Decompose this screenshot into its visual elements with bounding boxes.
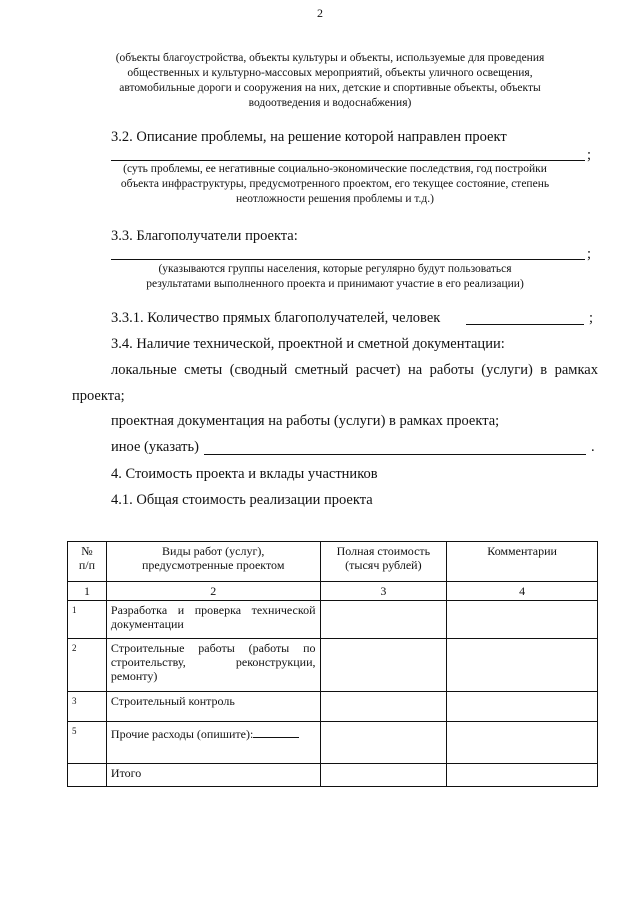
work-type-cell — [106, 764, 320, 787]
work-type-cell — [106, 639, 320, 692]
line-end: ; — [589, 310, 594, 326]
problem-note — [70, 162, 600, 207]
header-text: № — [81, 544, 93, 558]
header-text: предусмотренные проектом — [141, 558, 285, 572]
cost-cell[interactable] — [320, 764, 447, 787]
note-line: (суть проблемы, ее негативные социально-экономические последствия, год постройки — [123, 163, 547, 175]
work-type-cell — [106, 722, 320, 764]
other-expenses-field[interactable] — [253, 724, 299, 738]
beneficiaries-note — [70, 262, 600, 292]
page-number: 2 — [317, 6, 323, 20]
direct-beneficiaries-label: 3.3.1. Количество прямых благополучателей, человек — [111, 310, 441, 326]
doc-item-project-docs: проектная документация на работы (услуги) в рамках проекта; — [111, 413, 500, 429]
total-label: Итого — [110, 766, 142, 780]
work-type-text: строительству, реконструкции, — [110, 655, 316, 669]
work-type-text: документации — [110, 617, 184, 631]
project-cost-table — [67, 541, 598, 787]
section-4-1-title: 4.1. Общая стоимость реализации проекта — [111, 492, 373, 508]
cost-cell[interactable] — [320, 722, 447, 764]
section-4-title: 4. Стоимость проекта и вклады участников — [111, 466, 378, 482]
header-text: (тысяч рублей) — [345, 558, 422, 572]
header-text: Полная стоимость — [336, 544, 431, 558]
objects-note — [60, 51, 600, 111]
note-line: результатами выполненного проекта и принимают участие в его реализации) — [146, 278, 524, 290]
row-number: 3 — [68, 692, 107, 722]
col-number: 2 — [106, 582, 320, 601]
other-docs-label: иное (указать) — [111, 439, 199, 455]
cost-cell[interactable] — [320, 639, 447, 692]
note-line: неотложности решения проблемы и т.д.) — [236, 193, 434, 205]
col-number: 1 — [68, 582, 107, 601]
row-number — [68, 764, 107, 787]
note-line: объекта инфраструктуры, предусмотренного проектом, его текущее состояние, степень — [120, 178, 550, 190]
note-line: (объекты благоустройства, объекты культуры и объекты, используемые для проведения — [115, 52, 545, 64]
work-type-text: Строительный контроль — [110, 694, 235, 708]
header-comments — [447, 542, 598, 582]
line-end: . — [591, 439, 595, 455]
note-line: автомобильные дороги и сооружения на них, детские и спортивные объекты, объекты — [119, 82, 541, 94]
comment-cell[interactable] — [447, 639, 598, 692]
header-cost — [320, 542, 447, 582]
header-text: п/п — [78, 558, 96, 572]
work-type-text: Прочие расходы (опишите): — [110, 727, 254, 741]
section-3-2-title: 3.2. Описание проблемы, на решение которой направлен проект — [111, 129, 507, 145]
section-3-4-title: 3.4. Наличие технической, проектной и сметной документации: — [111, 336, 505, 352]
line-end: ; — [587, 246, 592, 262]
header-number — [68, 542, 107, 582]
note-line: общественных и культурно-массовых мероприятий, объекты уличного освещения, — [127, 67, 533, 79]
doc-item-estimates: локальные сметы (сводный сметный расчет) на работы (услуги) в рамках — [111, 362, 598, 378]
row-number: 1 — [68, 601, 107, 639]
cost-cell[interactable] — [320, 692, 447, 722]
column-number-row — [68, 582, 598, 601]
work-type-text: ремонту) — [110, 669, 158, 683]
total-row — [68, 764, 598, 787]
direct-beneficiaries-count-field[interactable] — [466, 311, 584, 325]
row-number: 5 — [68, 722, 107, 764]
line-end: ; — [587, 147, 592, 163]
table-row — [68, 601, 598, 639]
row-number: 2 — [68, 639, 107, 692]
work-type-cell — [106, 692, 320, 722]
problem-description-field[interactable] — [111, 147, 585, 161]
table-row — [68, 722, 598, 764]
comment-cell[interactable] — [447, 601, 598, 639]
cost-cell[interactable] — [320, 601, 447, 639]
col-number: 4 — [447, 582, 598, 601]
note-line: (указываются группы населения, которые регулярно будут пользоваться — [158, 263, 512, 275]
header-works — [106, 542, 320, 582]
doc-item-estimates-cont: проекта; — [72, 388, 125, 404]
comment-cell[interactable] — [447, 722, 598, 764]
header-text: Комментарии — [487, 544, 557, 558]
comment-cell[interactable] — [447, 692, 598, 722]
beneficiaries-field[interactable] — [111, 246, 585, 260]
header-text: Виды работ (услуг), — [162, 544, 265, 558]
work-type-text: Строительные работы (работы по — [110, 641, 316, 655]
other-docs-field[interactable] — [204, 441, 586, 455]
note-line: водоотведения и водоснабжения) — [248, 97, 412, 109]
comment-cell[interactable] — [447, 764, 598, 787]
section-3-3-title: 3.3. Благополучатели проекта: — [111, 228, 298, 244]
work-type-cell — [106, 601, 320, 639]
work-type-text: Разработка и проверка технической — [110, 603, 316, 617]
table-row — [68, 692, 598, 722]
table-header-row — [68, 542, 598, 582]
table-row — [68, 639, 598, 692]
col-number: 3 — [320, 582, 447, 601]
